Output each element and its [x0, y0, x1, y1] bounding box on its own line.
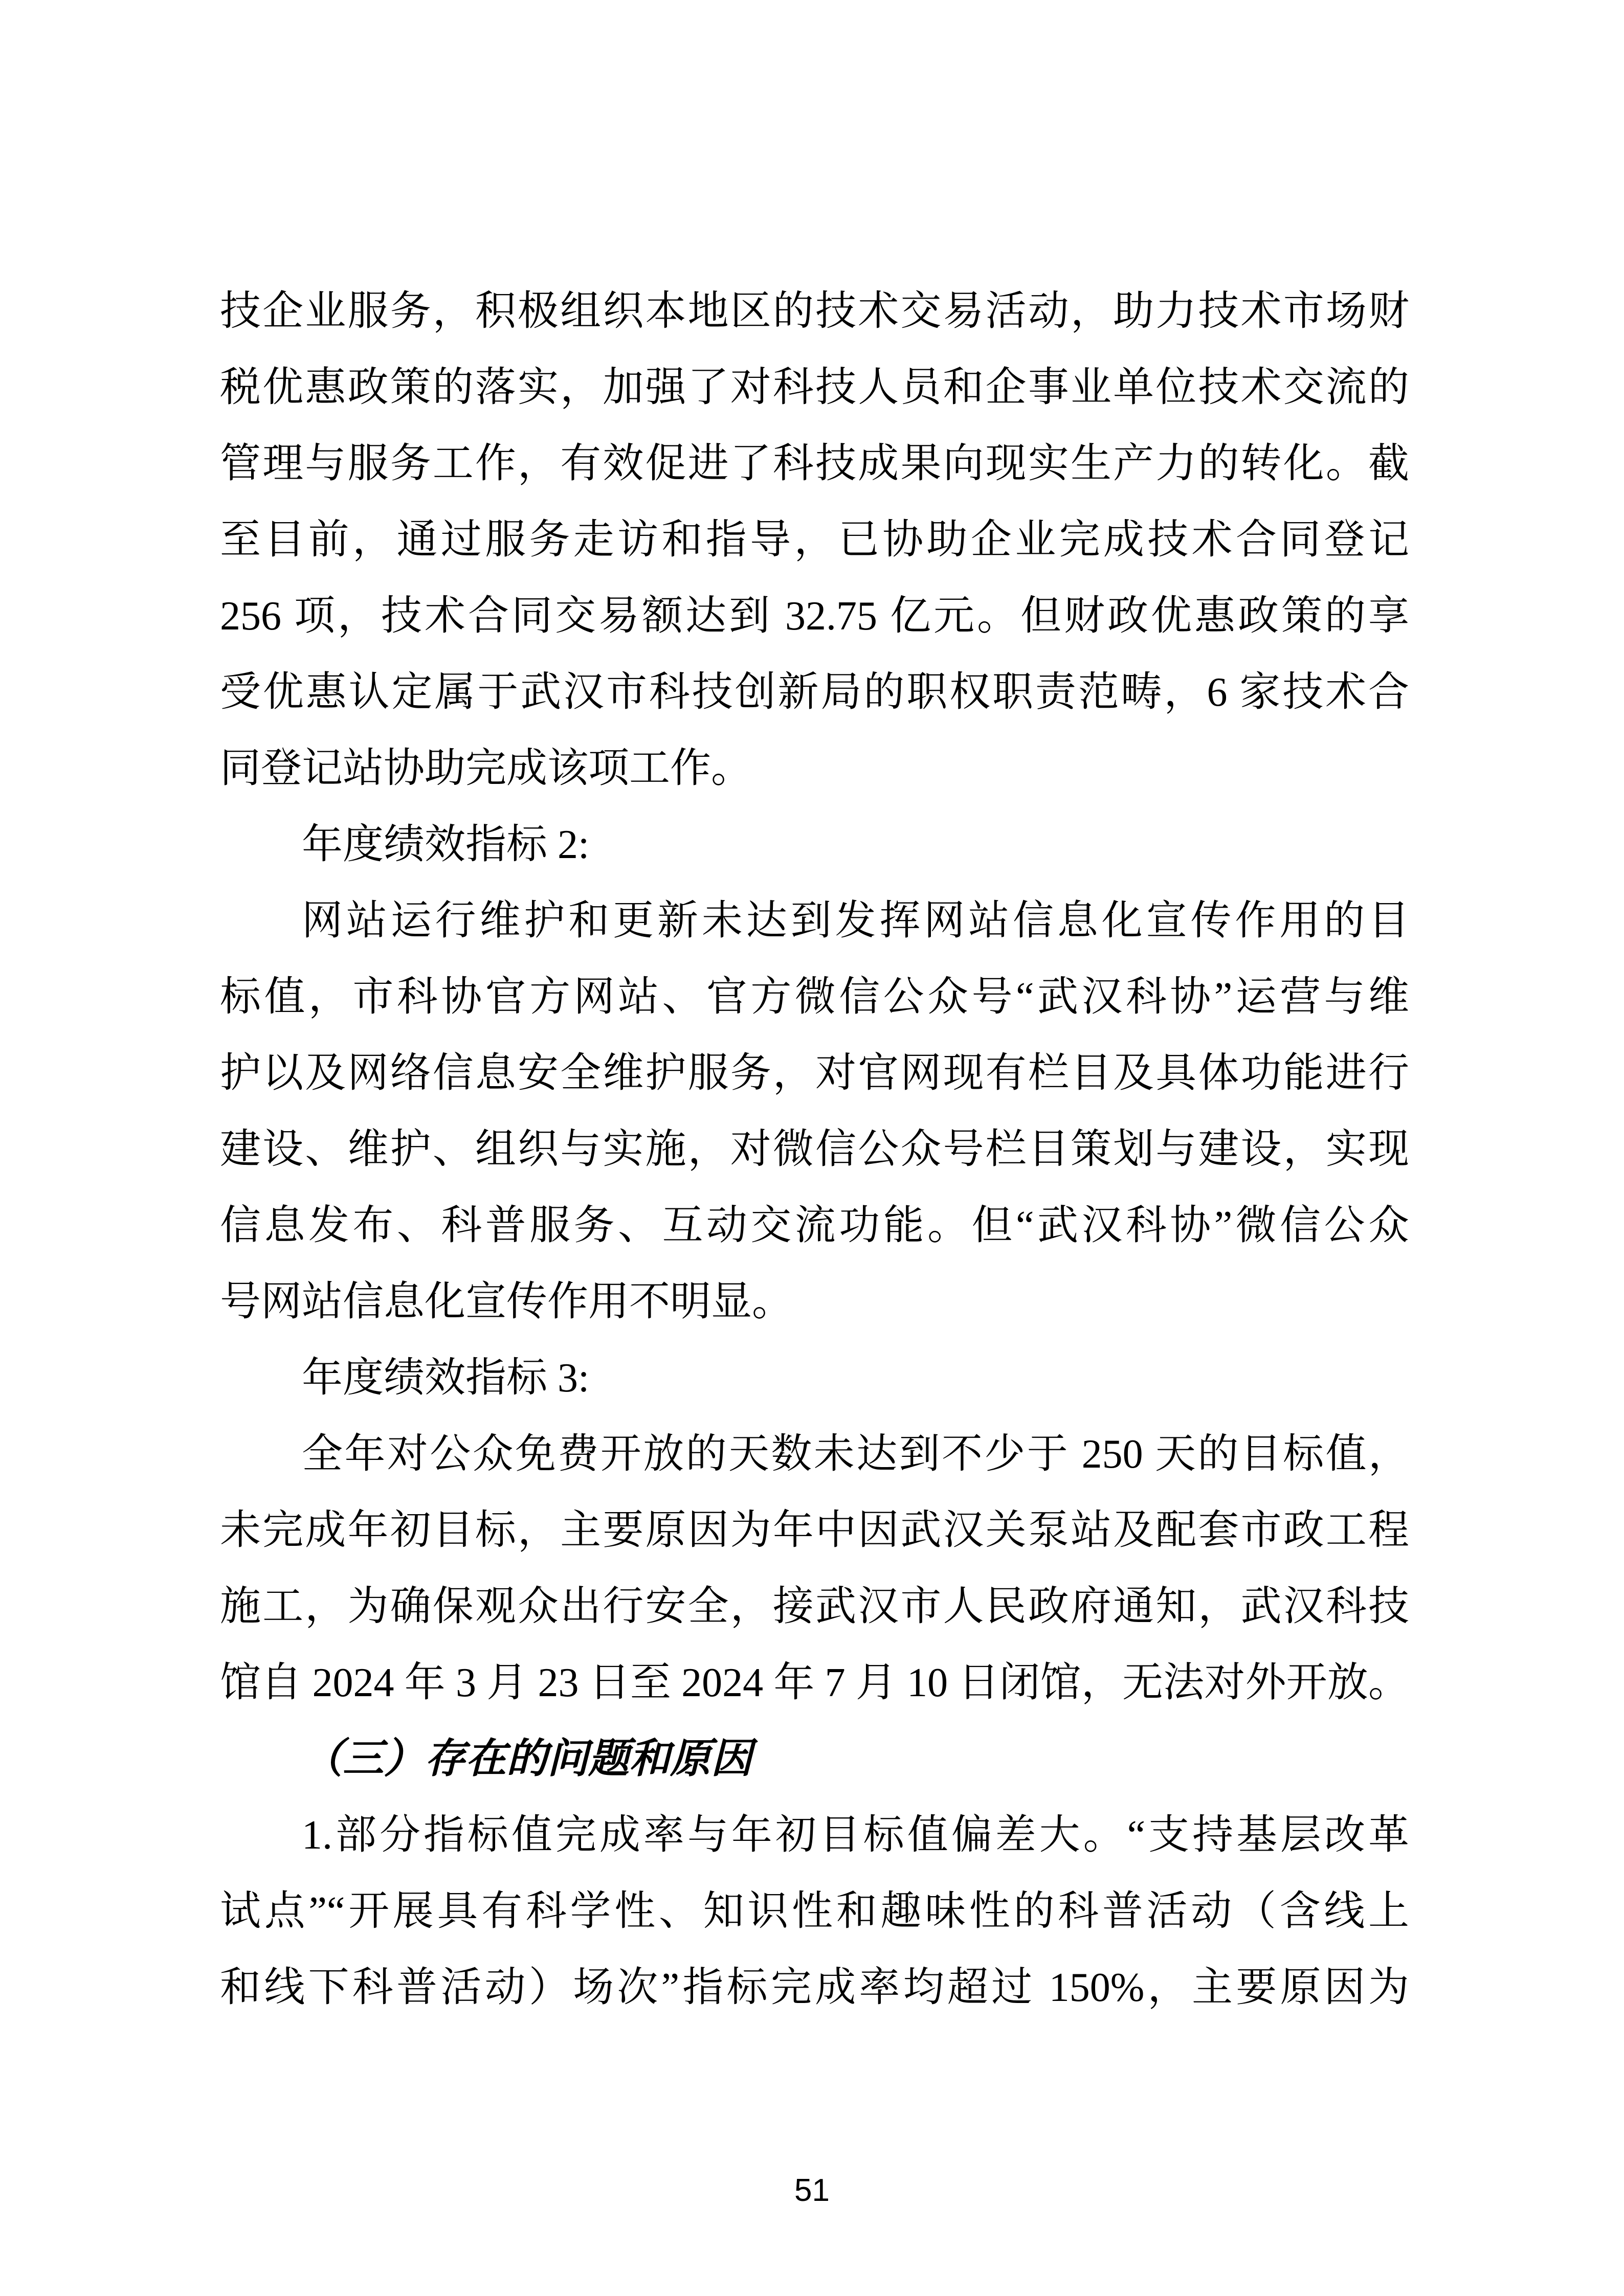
- text-line: 管理与服务工作，有效促进了科技成果向现实生产力的转化。截: [220, 441, 1409, 486]
- text-block: [220, 274, 1409, 2026]
- text-line: 未完成年初目标，主要原因为年中因武汉关泵站及配套市政工程: [220, 1508, 1409, 1553]
- text-line: 和线下科普活动）场次”指标完成率均超过 150%，主要原因为: [220, 1965, 1409, 2010]
- text-line: 试点”“开展具有科学性、知识性和趣味性的科普活动（含线上: [220, 1889, 1409, 1934]
- text-line: 网站运行维护和更新未达到发挥网站信息化宣传作用的目: [302, 898, 1409, 943]
- text-line: 受优惠认定属于武汉市科技创新局的职权职责范畴，6 家技术合: [220, 670, 1409, 715]
- text-line: 技企业服务，积极组织本地区的技术交易活动，助力技术市场财: [220, 289, 1409, 334]
- text-line: 护以及网络信息安全维护服务，对官网现有栏目及具体功能进行: [220, 1051, 1409, 1096]
- text-line: 馆自 2024 年 3 月 23 日至 2024 年 7 月 10 日闭馆，无法对外开放。: [220, 1660, 1409, 1705]
- subsection-heading: （三）存在的问题和原因: [302, 1737, 752, 1782]
- text-line: 建设、维护、组织与实施，对微信公众号栏目策划与建设，实现: [220, 1127, 1409, 1172]
- text-line: 号网站信息化宣传作用不明显。: [220, 1279, 793, 1324]
- text-line: 施工，为确保观众出行安全，接武汉市人民政府通知，武汉科技: [220, 1584, 1409, 1629]
- text-line: 256 项，技术合同交易额达到 32.75 亿元。但财政优惠政策的享: [220, 594, 1409, 639]
- text-line: 至目前，通过服务走访和指导，已协助企业完成技术合同登记: [220, 517, 1409, 562]
- text-line: 标值，市科协官方网站、官方微信公众号“武汉科协”运营与维: [220, 975, 1409, 1020]
- text-line: 税优惠政策的落实，加强了对科技人员和企事业单位技术交流的: [220, 365, 1409, 410]
- indicator-3-heading: 年度绩效指标 3:: [302, 1356, 590, 1401]
- text-line: 1.部分指标值完成率与年初目标值偏差大。“支持基层改革: [302, 1813, 1409, 1858]
- page-number: 51: [794, 2173, 830, 2208]
- text-line: 信息发布、科普服务、互动交流功能。但“武汉科协”微信公众: [220, 1203, 1409, 1248]
- text-line: 同登记站协助完成该项工作。: [220, 746, 752, 791]
- text-line: 全年对公众免费开放的天数未达到不少于 250 天的目标值，: [302, 1432, 1409, 1477]
- indicator-2-heading: 年度绩效指标 2:: [302, 822, 590, 867]
